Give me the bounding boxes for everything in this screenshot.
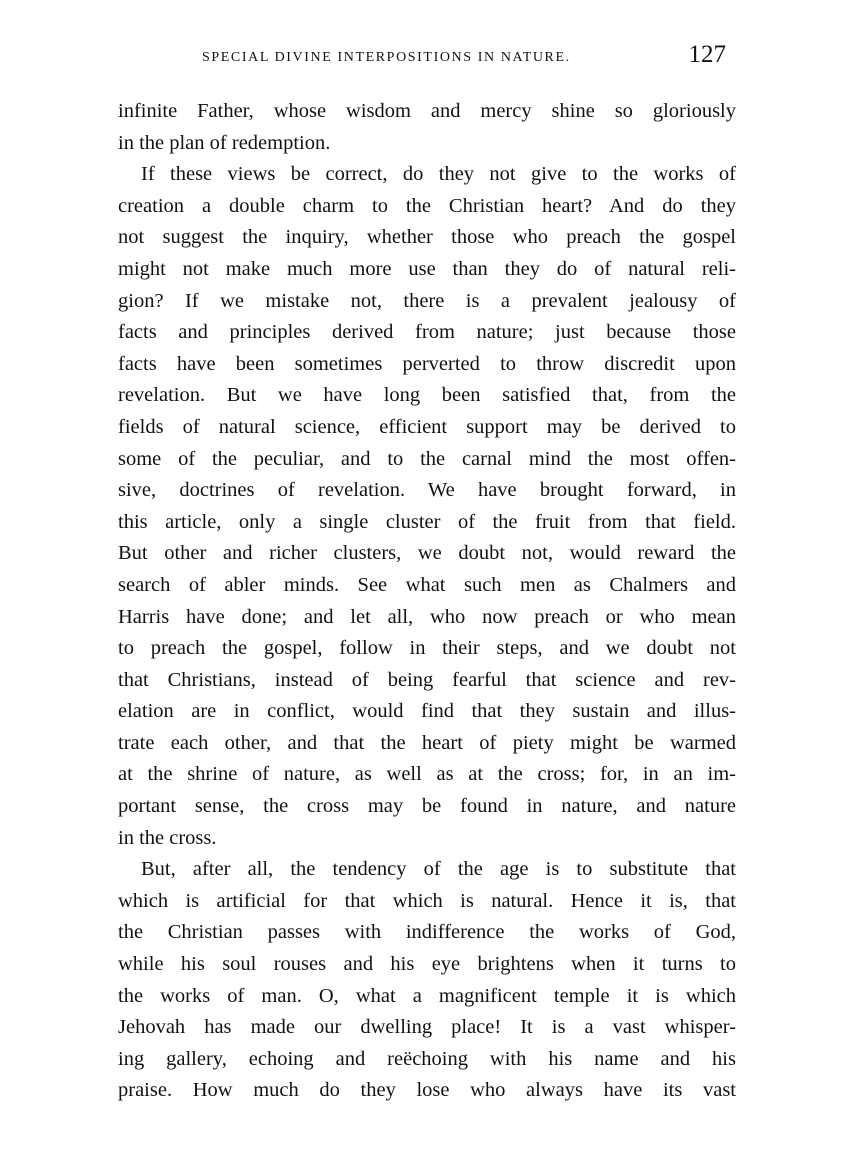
text-line: revelation. But we have long been satisfied that, from the [118, 384, 736, 407]
text-line: search of abler minds. See what such men as Chalmers and [118, 573, 736, 596]
text-line: praise. How much do they lose who always have its vast [118, 1079, 736, 1102]
text-line: some of the peculiar, and to the carnal mind the most offen- [118, 447, 736, 470]
page-number: 127 [688, 41, 726, 68]
text-line: sive, doctrines of revelation. We have brought forward, in [118, 479, 736, 502]
text-line: might not make much more use than they do of natural reli- [118, 257, 736, 280]
text-line: Jehovah has made our dwelling place! It is a vast whisper- [118, 1016, 736, 1039]
text-line: in the plan of redemption. [118, 131, 331, 154]
text-line: to preach the gospel, follow in their steps, and we doubt not [118, 637, 736, 660]
running-title: SPECIAL DIVINE INTERPOSITIONS IN NATURE. [202, 50, 571, 65]
text-line: elation are in conflict, would find that they sustain and illus- [118, 700, 736, 723]
body-text [118, 96, 736, 1107]
text-line: which is artificial for that which is natural. Hence it is, that [118, 889, 736, 912]
text-line: If these views be correct, do they not give to the works of [141, 163, 736, 186]
text-line: that Christians, instead of being fearful that science and rev- [118, 668, 736, 691]
text-line: portant sense, the cross may be found in nature, and nature [118, 795, 736, 818]
text-line: at the shrine of nature, as well as at the cross; for, in an im- [118, 763, 736, 786]
text-line: this article, only a single cluster of the fruit from that field. [118, 510, 736, 533]
text-line: ing gallery, echoing and reëchoing with his name and his [118, 1047, 736, 1070]
text-line: facts have been sometimes perverted to throw discredit upon [118, 352, 736, 375]
text-line: not suggest the inquiry, whether those who preach the gospel [118, 226, 736, 249]
text-line: infinite Father, whose wisdom and mercy shine so gloriously [118, 100, 736, 122]
text-line: facts and principles derived from nature; just because those [118, 321, 736, 344]
text-line: in the cross. [118, 826, 217, 849]
text-line: creation a double charm to the Christian heart? And do they [118, 194, 736, 217]
text-line: the works of man. O, what a magnificent temple it is which [118, 984, 736, 1007]
text-line: But, after all, the tendency of the age is to substitute that [141, 858, 736, 881]
text-line: the Christian passes with indifference the works of God, [118, 921, 736, 944]
text-line: But other and richer clusters, we doubt not, would reward the [118, 542, 736, 565]
text-line: trate each other, and that the heart of piety might be warmed [118, 731, 736, 754]
text-line: fields of natural science, efficient support may be derived to [118, 415, 736, 438]
running-head [118, 40, 732, 76]
text-line: while his soul rouses and his eye brightens when it turns to [118, 953, 736, 976]
text-line: gion? If we mistake not, there is a prevalent jealousy of [118, 289, 736, 312]
text-line: Harris have done; and let all, who now preach or who mean [118, 605, 736, 628]
